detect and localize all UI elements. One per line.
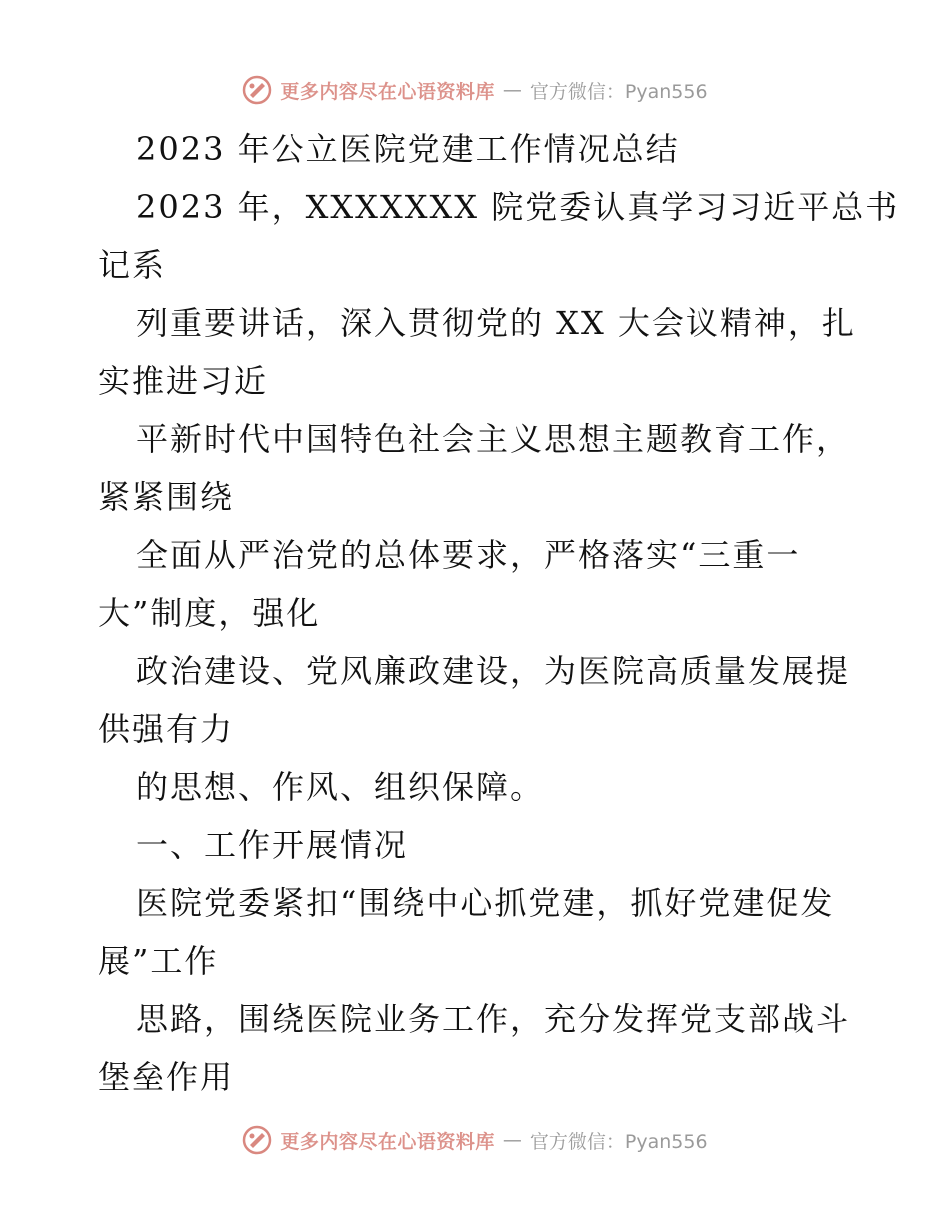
- document-line: 思路，围绕医院业务工作，充分发挥党支部战斗: [136, 1000, 851, 1038]
- document-body: [98, 120, 900, 1106]
- logo-icon: [242, 75, 272, 105]
- document-line: 全面从严治党的总体要求，严格落实“三重一: [136, 536, 801, 574]
- document-line: 供强有力: [98, 710, 235, 748]
- document-line: 展”工作: [98, 942, 219, 980]
- watermark-contact-text: 官方微信：Pyan556: [529, 80, 708, 103]
- document-line: 2023 年，XXXXXXX 院党委认真学习习近平总书: [136, 188, 900, 226]
- document-line: 政治建设、党风廉政建设，为医院高质量发展提: [136, 652, 851, 690]
- watermark-separator: —: [502, 79, 522, 101]
- document-line: 2023 年公立医院党建工作情况总结: [136, 130, 680, 168]
- document-line: 紧紧围绕: [98, 478, 235, 516]
- document-line: 平新时代中国特色社会主义思想主题教育工作，: [136, 420, 851, 458]
- document-line: 列重要讲话，深入贯彻党的 XX 大会议精神，扎: [136, 304, 856, 342]
- header-watermark: [0, 70, 950, 110]
- document-line: 一、工作开展情况: [136, 826, 409, 864]
- document-line: 的思想、作风、组织保障。: [136, 768, 545, 806]
- document-line: 堡垒作用: [98, 1058, 235, 1096]
- document-line: 大”制度，强化: [98, 594, 321, 632]
- watermark-main-text: 更多内容尽在心语资料库: [280, 80, 495, 103]
- document-line: 记系: [98, 246, 167, 284]
- watermark-separator: —: [502, 1129, 522, 1151]
- footer-watermark: [0, 1120, 950, 1160]
- document-line: 实推进习近: [98, 362, 269, 400]
- watermark-contact-text: 官方微信：Pyan556: [529, 1130, 708, 1153]
- document-line: 医院党委紧扣“围绕中心抓党建，抓好党建促发: [136, 884, 835, 922]
- logo-icon: [242, 1125, 272, 1155]
- watermark-main-text: 更多内容尽在心语资料库: [280, 1130, 495, 1153]
